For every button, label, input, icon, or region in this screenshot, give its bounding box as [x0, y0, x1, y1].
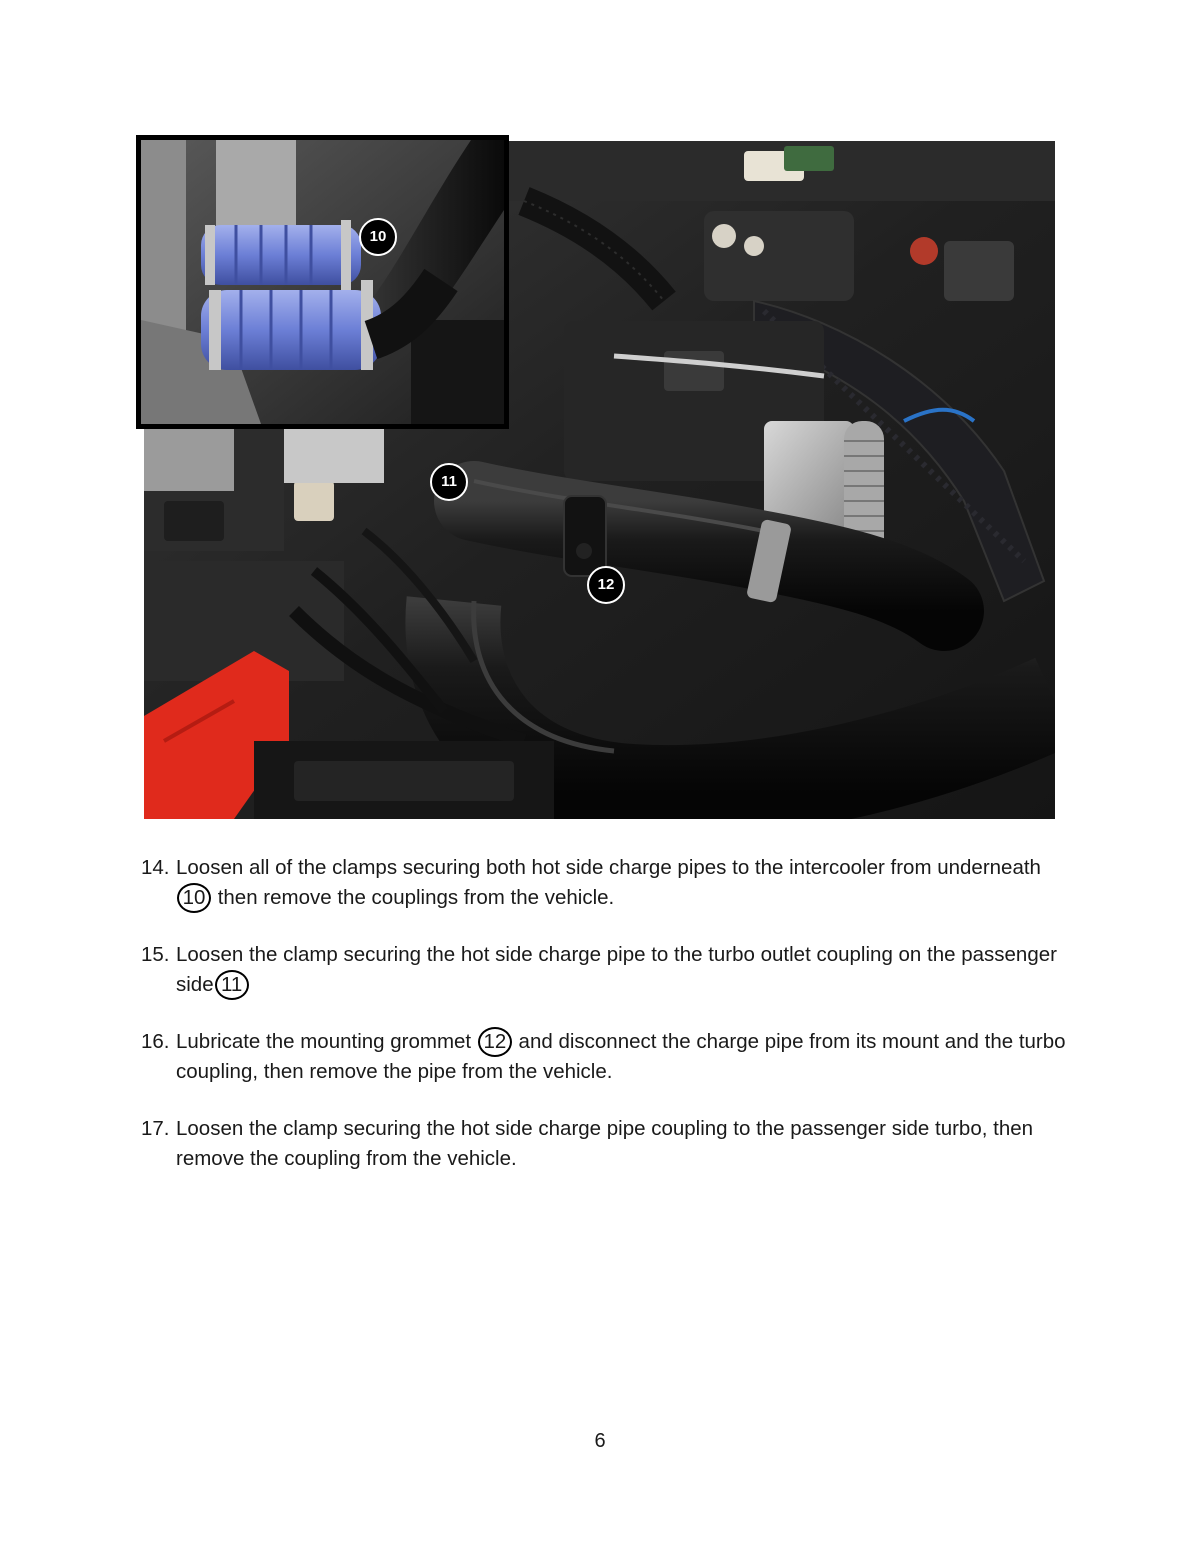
callout-11: 11 [430, 463, 468, 501]
step-number: 15. [141, 943, 170, 966]
step-16 [141, 1027, 1081, 1087]
callout-10: 10 [359, 218, 397, 256]
step-reference-badge: 11 [215, 970, 249, 1000]
intercooler-couplings-illustration [141, 140, 504, 424]
step-number: 14. [141, 856, 170, 879]
step-14 [141, 853, 1081, 913]
step-number: 16. [141, 1030, 170, 1053]
step-text: Loosen all of the clamps securing both hot side charge pipes to the intercooler from underneath [176, 856, 1041, 879]
callout-12: 12 [587, 566, 625, 604]
step-17 [141, 1114, 1081, 1174]
step-number: 17. [141, 1117, 170, 1140]
step-text-continued: and disconnect the charge pipe from its mount and the turbo coupling, then remove the pipe from the vehicle. [176, 1030, 1066, 1083]
step-15 [141, 940, 1081, 1000]
step-text: Loosen the clamp securing the hot side charge pipe coupling to the passenger side turbo, then remove the coupling from the vehicle. [176, 1117, 1034, 1170]
step-text: Lubricate the mounting grommet [176, 1030, 472, 1053]
step-reference-badge: 10 [177, 883, 211, 913]
intercooler-inset-photo [136, 135, 509, 429]
page-number: 6 [594, 1430, 606, 1452]
step-reference-badge: 12 [478, 1027, 512, 1057]
step-text: Loosen the clamp securing the hot side charge pipe to the turbo outlet coupling on the passenger side [176, 943, 1057, 996]
step-text-continued: then remove the couplings from the vehicle. [217, 886, 615, 909]
instruction-steps [141, 853, 1081, 1201]
